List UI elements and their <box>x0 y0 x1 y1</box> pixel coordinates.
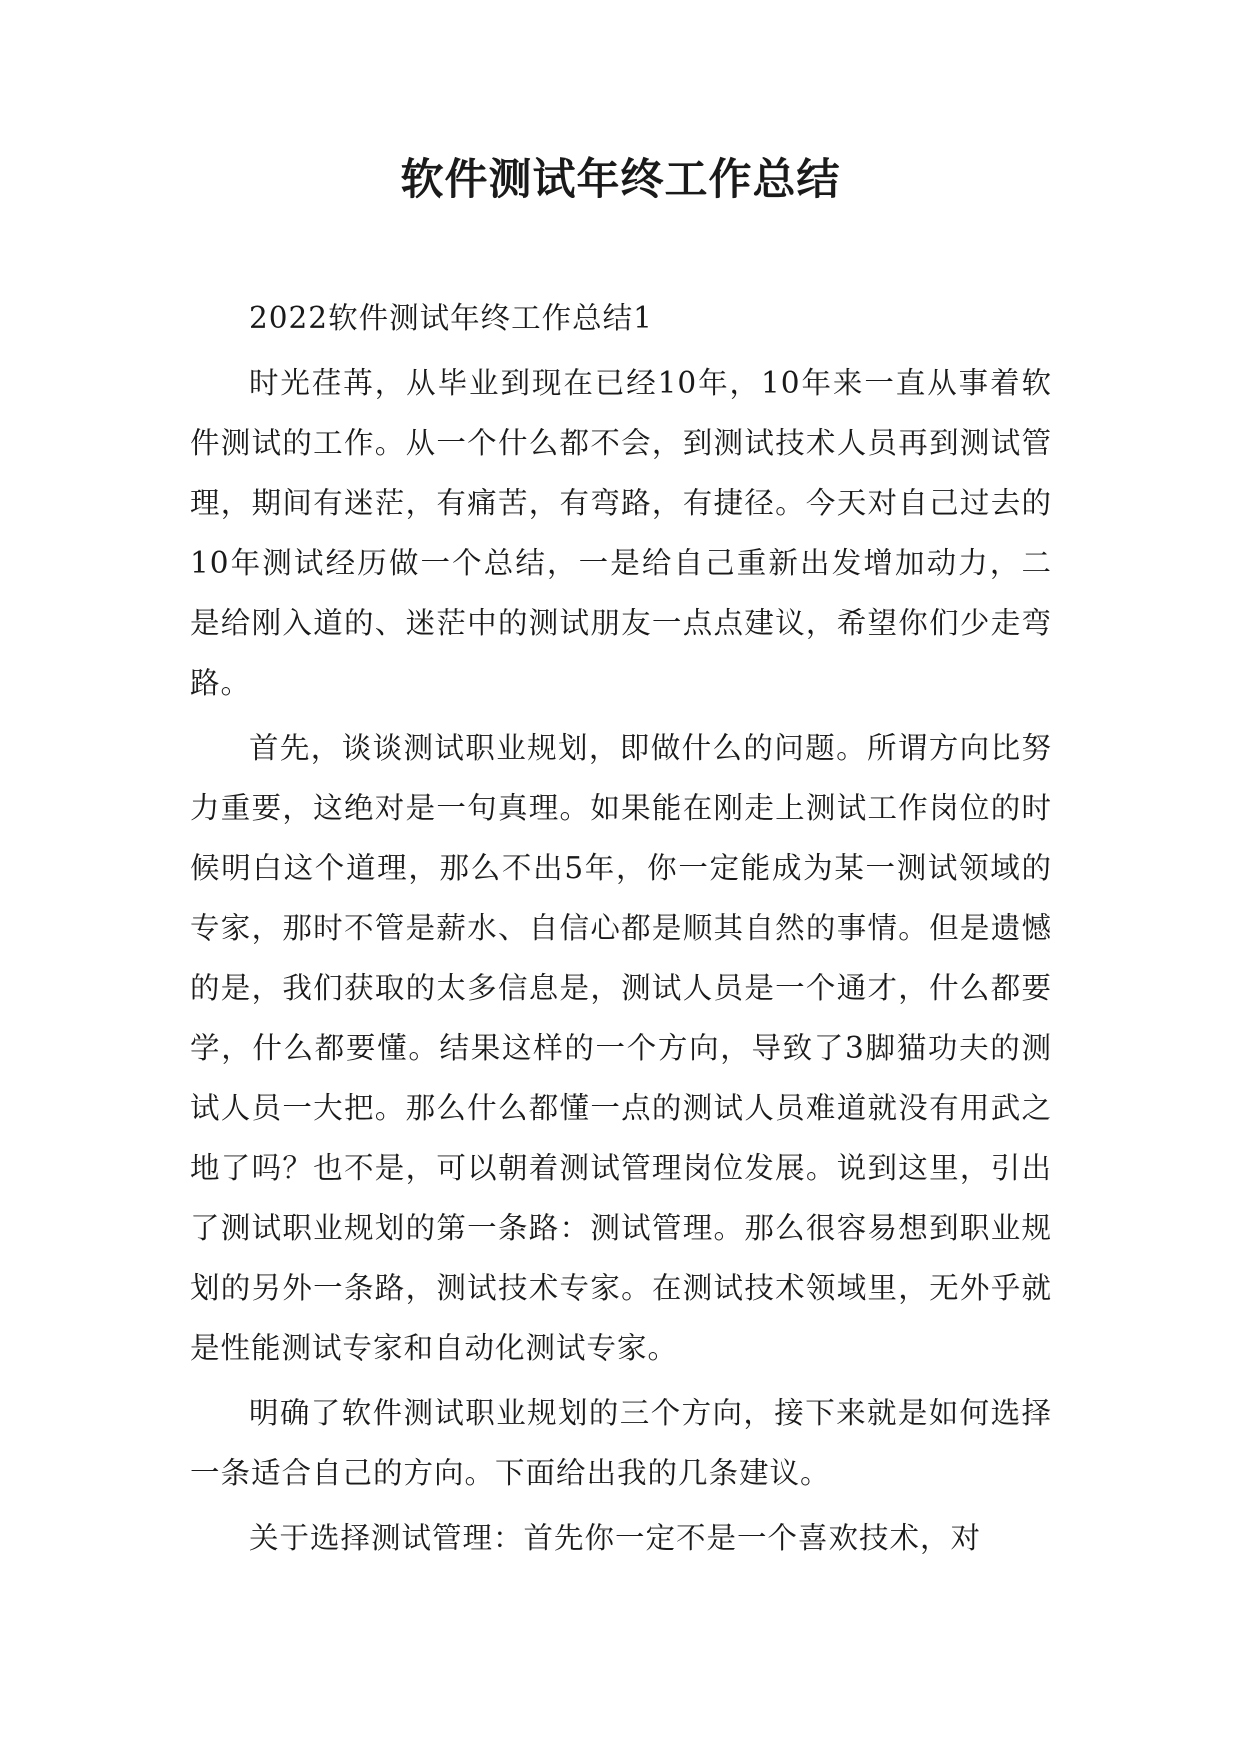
document-body <box>190 288 1052 1573</box>
paragraph: 首先，谈谈测试职业规划，即做什么的问题。所谓方向比努力重要，这绝对是一句真理。如果能在刚走上测试工作岗位的时候明白这个道理，那么不出5年，你一定能成为某一测试领域的专家，那时不管是薪水、自信心都是顺其自然的事情。但是遗憾的是，我们获取的太多信息是，测试人员是一个通才，什么都要学，什么都要懂。结果这样的一个方向，导致了3脚猫功夫的测试人员一大把。那么什么都懂一点的测试人员难道就没有用武之地了吗？也不是，可以朝着测试管理岗位发展。说到这里，引出了测试职业规划的第一条路：测试管理。那么很容易想到职业规划的另外一条路，测试技术专家。在测试技术领域里，无外乎就是性能测试专家和自动化测试专家。 <box>190 731 1052 1365</box>
document-title: 软件测试年终工作总结 <box>400 155 841 205</box>
paragraph-subtitle: 2022软件测试年终工作总结1 <box>249 301 653 335</box>
paragraph: 关于选择测试管理：首先你一定不是一个喜欢技术，对 <box>249 1521 982 1555</box>
paragraph: 时光荏苒，从毕业到现在已经10年，10年来一直从事着软件测试的工作。从一个什么都不会，到测试技术人员再到测试管理，期间有迷茫，有痛苦，有弯路，有捷径。今天对自己过去的10年测试经历做一个总结，一是给自己重新出发增加动力，二是给刚入道的、迷茫中的测试朋友一点点建议，希望你们少走弯路。 <box>190 366 1052 700</box>
paragraph: 明确了软件测试职业规划的三个方向，接下来就是如何选择一条适合自己的方向。下面给出我的几条建议。 <box>190 1396 1052 1490</box>
